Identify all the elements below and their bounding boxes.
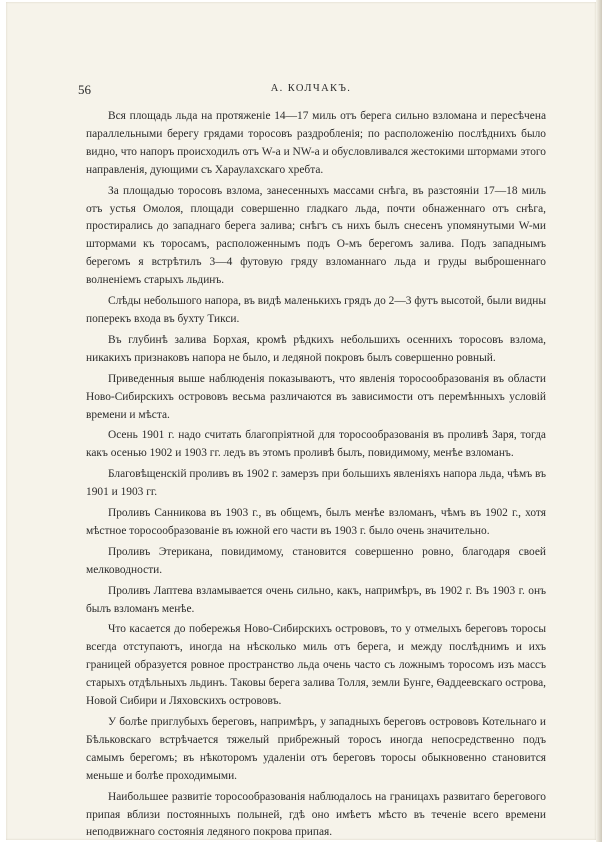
running-title: А. КОЛЧАКЪ.: [270, 83, 352, 94]
paragraph: Вся площадь льда на протяженiе 14—17 миль отъ берега сильно взломана и пересѣчена параллельными берегу грядами торосовъ раздробленiя; по расположенiю послѣднихъ было видно, что напоръ происходилъ отъ W-а и NW-а и обусловливался жестокими штормами этого направленiя, дующими съ Хараулахскаго хребта.: [86, 110, 546, 176]
page-header: [78, 82, 544, 96]
page-number: 56: [78, 82, 91, 97]
paragraph: Проливъ Лаптева взламывается очень сильно, какъ, напримѣръ, въ 1902 г. Въ 1903 г. онъ былъ взломанъ менѣе.: [86, 584, 546, 615]
body-text: [86, 108, 546, 845]
paragraph: Въ глубинѣ залива Борхая, кромѣ рѣдкихъ небольшихъ осеннихъ торосовъ взлома, никакихъ признаковъ напора не было, и ледяной покровъ былъ совершенно ровный.: [86, 333, 546, 364]
paragraph: У болѣе приглубыхъ береговъ, напримѣръ, у западныхъ береговъ острововъ Котельнаго и Бѣльковскаго встрѣчается тяжелый прибрежный торосъ иногда непосредственно подъ самымъ берегомъ; въ нѣкоторомъ удаленiи отъ береговъ торосы обыкновенно становится меньше и болѣе проходимыми.: [86, 716, 546, 782]
paragraph: Проливъ Санникова въ 1903 г., въ общемъ, былъ менѣе взломанъ, чѣмъ въ 1902 г., хотя мѣстное торосообразованiе въ южной его части въ 1903 г. было очень значительно.: [86, 507, 546, 537]
book-page: [6, 2, 596, 840]
paragraph: Наибольшее развитiе торосообразованiя наблюдалось на границахъ развитаго берегового припая вблизи постоянныхъ полыней, гдѣ оно имѣетъ мѣсто въ теченiе всего времени неподвижнаго состоянiя ледяного покрова припая.: [86, 790, 546, 839]
paragraph: Осень 1901 г. надо считать благопрiятной для торосообразованiя въ проливѣ Заря, тогда какъ осенью 1902 и 1903 гг. ледъ въ этомъ проливѣ былъ, повидимому, менѣе взломанъ.: [86, 429, 546, 460]
paragraph: Приведенныя выше наблюденiя показываютъ, что явленiя торосообразованiя въ области Ново-Сибирскихъ острововъ весьма различаются въ зависимости отъ перемѣнныхъ условiй времени и мѣста.: [86, 372, 546, 421]
paragraph: Что касается до побережья Ново-Сибирскихъ острововъ, то у отмелыхъ береговъ торосы всегда отступаютъ, иногда на нѣсколько миль отъ берега, и между послѣднимъ и ихъ границей образуется ровное пространство льда очень часто съ ложнымъ торосомъ изъ массъ старыхъ отдѣльныхъ льдинъ. Таковы берега залива Толля, земли Бунге, Ѳаддеевскаго острова, Новой Сибири и Ляховскихъ острововъ.: [86, 623, 546, 708]
paragraph: Слѣды небольшого напора, въ видѣ маленькихъ грядъ до 2—3 футъ высотой, были видны поперекъ входа въ бухту Тикси.: [86, 295, 546, 325]
page-edge-shadow: [596, 0, 602, 842]
paragraph: За площадью торосовъ взлома, занесенныхъ массами снѣга, въ разстоянiи 17—18 миль отъ устья Омолоя, площади совершенно гладкаго льда, почти обнаженнаго отъ снѣга, простирались до западнаго берега залива; снѣгъ съ нихъ былъ снесенъ упомянутыми W-ми штормами къ торосамъ, расположеннымъ подъ О-мъ берегомъ залива. Подъ западнымъ берегомъ я встрѣтилъ 3—4 футовую гряду взломаннаго льда и груды выброшеннаго волненiемъ старыхъ льдинъ.: [86, 184, 546, 287]
paragraph: Благовѣщенскiй проливъ въ 1902 г. замерзъ при большихъ явленiяхъ напора льда, чѣмъ въ 1901 и 1903 гг.: [86, 468, 546, 499]
paragraph: Проливъ Этерикана, повидимому, становится совершенно ровно, благодаря своей мелководности.: [86, 545, 546, 576]
